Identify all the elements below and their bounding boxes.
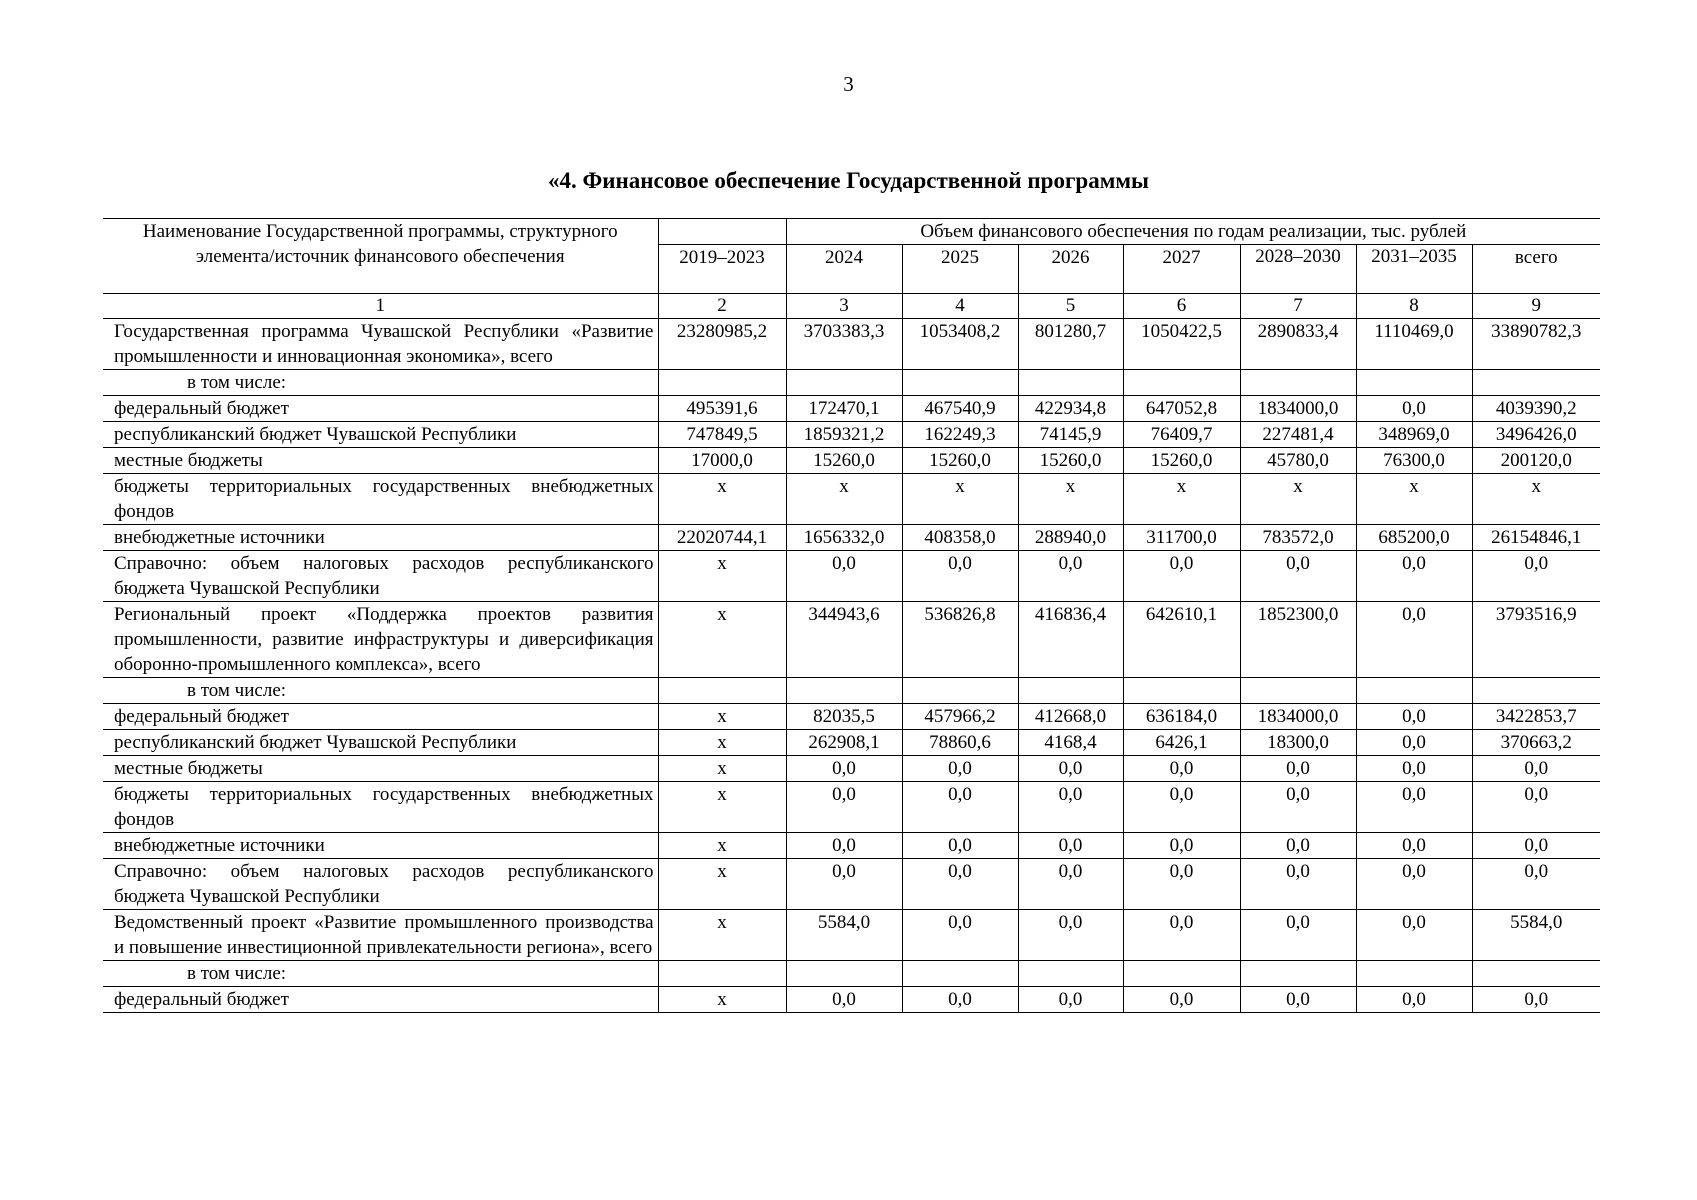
value-cell: 0,0 xyxy=(786,987,902,1013)
value-cell: 0,0 xyxy=(1472,833,1600,859)
table-row xyxy=(103,961,1600,987)
value-cell: 0,0 xyxy=(1356,396,1472,422)
value-cell xyxy=(1018,678,1123,704)
value-cell: 0,0 xyxy=(1240,756,1356,782)
value-cell: х xyxy=(658,756,786,782)
value-cell: х xyxy=(658,782,786,833)
value-cell: 0,0 xyxy=(1356,910,1472,961)
value-cell: 0,0 xyxy=(902,987,1018,1013)
value-cell: 3496426,0 xyxy=(1472,422,1600,448)
value-cell: 45780,0 xyxy=(1240,448,1356,474)
value-cell: 5584,0 xyxy=(1472,910,1600,961)
value-cell xyxy=(1123,370,1240,396)
value-cell: 0,0 xyxy=(1018,859,1123,910)
value-cell: 0,0 xyxy=(1356,833,1472,859)
value-cell: х xyxy=(786,474,902,525)
value-cell: 0,0 xyxy=(1123,987,1240,1013)
year-header: всего xyxy=(1472,245,1600,294)
year-header: 2025 xyxy=(902,245,1018,294)
value-cell: 82035,5 xyxy=(786,704,902,730)
value-cell: 370663,2 xyxy=(1472,730,1600,756)
document-title: «4. Финансовое обеспечение Государственной программы xyxy=(548,168,1149,193)
table-row xyxy=(103,448,1600,474)
row-name-cell: Государственная программа Чувашской Республики «Развитие промышленности и инновационная экономика», всего xyxy=(103,319,658,370)
value-cell: 0,0 xyxy=(1472,782,1600,833)
value-cell: 23280985,2 xyxy=(658,319,786,370)
value-cell: х xyxy=(658,833,786,859)
column-number: 6 xyxy=(1123,294,1240,319)
value-cell: 412668,0 xyxy=(1018,704,1123,730)
table-row xyxy=(103,551,1600,602)
value-cell xyxy=(658,961,786,987)
value-cell: 0,0 xyxy=(786,782,902,833)
value-cell: 0,0 xyxy=(1240,910,1356,961)
value-cell: 0,0 xyxy=(1018,987,1123,1013)
value-cell: 26154846,1 xyxy=(1472,525,1600,551)
value-cell: 33890782,3 xyxy=(1472,319,1600,370)
value-cell: 0,0 xyxy=(1356,602,1472,678)
value-cell: 0,0 xyxy=(1018,551,1123,602)
table-row xyxy=(103,782,1600,833)
value-cell: 0,0 xyxy=(1123,833,1240,859)
value-cell: 801280,7 xyxy=(1018,319,1123,370)
subsection-label: в том числе: xyxy=(103,678,658,704)
table-row xyxy=(103,474,1600,525)
value-cell xyxy=(1472,370,1600,396)
value-cell: х xyxy=(1472,474,1600,525)
row-name-cell: бюджеты территориальных государственных внебюджетных фондов xyxy=(103,474,658,525)
column-number: 4 xyxy=(902,294,1018,319)
value-cell: х xyxy=(658,910,786,961)
value-cell xyxy=(786,678,902,704)
value-cell: х xyxy=(658,551,786,602)
subsection-label: в том числе: xyxy=(103,370,658,396)
row-name-cell: Справочно: объем налоговых расходов республиканского бюджета Чувашской Республики xyxy=(103,551,658,602)
column-number-row xyxy=(103,294,1600,319)
value-cell: х xyxy=(658,987,786,1013)
value-cell: 22020744,1 xyxy=(658,525,786,551)
table-row xyxy=(103,422,1600,448)
value-cell: 747849,5 xyxy=(658,422,786,448)
year-header: 2028–2030 xyxy=(1240,245,1356,294)
value-cell: 0,0 xyxy=(1240,782,1356,833)
value-cell xyxy=(1240,370,1356,396)
value-cell: 2890833,4 xyxy=(1240,319,1356,370)
row-name-cell: Справочно: объем налоговых расходов республиканского бюджета Чувашской Республики xyxy=(103,859,658,910)
value-cell xyxy=(786,370,902,396)
value-cell: 6426,1 xyxy=(1123,730,1240,756)
value-cell: 1834000,0 xyxy=(1240,704,1356,730)
value-cell: 422934,8 xyxy=(1018,396,1123,422)
value-cell: 348969,0 xyxy=(1356,422,1472,448)
value-cell: 0,0 xyxy=(902,756,1018,782)
value-cell: 0,0 xyxy=(902,551,1018,602)
value-cell: 15260,0 xyxy=(902,448,1018,474)
value-cell: 0,0 xyxy=(1018,782,1123,833)
value-cell: 288940,0 xyxy=(1018,525,1123,551)
value-cell: 0,0 xyxy=(1240,859,1356,910)
column-number: 2 xyxy=(658,294,786,319)
value-cell: 1050422,5 xyxy=(1123,319,1240,370)
table-row xyxy=(103,525,1600,551)
value-cell xyxy=(1240,961,1356,987)
value-cell xyxy=(1018,961,1123,987)
value-cell: х xyxy=(658,704,786,730)
value-cell xyxy=(1356,961,1472,987)
year-header: 2031–2035 xyxy=(1356,245,1472,294)
value-cell: 0,0 xyxy=(1356,704,1472,730)
row-name-cell: внебюджетные источники xyxy=(103,833,658,859)
row-name-cell: федеральный бюджет xyxy=(103,987,658,1013)
value-cell: 457966,2 xyxy=(902,704,1018,730)
row-name-cell: местные бюджеты xyxy=(103,448,658,474)
value-cell: х xyxy=(1123,474,1240,525)
subsection-label: в том числе: xyxy=(103,961,658,987)
value-cell: х xyxy=(658,474,786,525)
value-cell: х xyxy=(1018,474,1123,525)
row-name-cell: Ведомственный проект «Развитие промышленного производства и повышение инвестиционной привлекательности региона», всего xyxy=(103,910,658,961)
value-cell: 0,0 xyxy=(1472,756,1600,782)
value-cell: 162249,3 xyxy=(902,422,1018,448)
value-cell: 0,0 xyxy=(1018,833,1123,859)
value-cell: 0,0 xyxy=(1018,910,1123,961)
value-cell: 78860,6 xyxy=(902,730,1018,756)
value-cell: 642610,1 xyxy=(1123,602,1240,678)
year-header: 2026 xyxy=(1018,245,1123,294)
value-cell: 1852300,0 xyxy=(1240,602,1356,678)
value-cell: 76300,0 xyxy=(1356,448,1472,474)
table-row xyxy=(103,704,1600,730)
value-cell: 0,0 xyxy=(1356,782,1472,833)
table-row xyxy=(103,370,1600,396)
table-row xyxy=(103,833,1600,859)
value-cell: х xyxy=(658,859,786,910)
value-cell xyxy=(1018,370,1123,396)
value-cell: 0,0 xyxy=(1240,833,1356,859)
value-cell: 18300,0 xyxy=(1240,730,1356,756)
value-cell xyxy=(658,678,786,704)
value-cell: х xyxy=(1240,474,1356,525)
value-cell: 0,0 xyxy=(786,551,902,602)
value-cell: 685200,0 xyxy=(1356,525,1472,551)
value-cell xyxy=(658,370,786,396)
value-cell: 15260,0 xyxy=(1123,448,1240,474)
value-cell: 0,0 xyxy=(786,756,902,782)
value-cell: 0,0 xyxy=(1356,730,1472,756)
value-cell: 4168,4 xyxy=(1018,730,1123,756)
value-cell: 0,0 xyxy=(1240,987,1356,1013)
value-cell: 0,0 xyxy=(1123,859,1240,910)
table-row xyxy=(103,730,1600,756)
value-cell: 0,0 xyxy=(1472,859,1600,910)
value-cell: 76409,7 xyxy=(1123,422,1240,448)
row-name-cell: федеральный бюджет xyxy=(103,704,658,730)
value-cell xyxy=(1240,678,1356,704)
value-cell: 311700,0 xyxy=(1123,525,1240,551)
value-cell xyxy=(1472,678,1600,704)
value-cell: 0,0 xyxy=(1123,756,1240,782)
value-cell: х xyxy=(658,730,786,756)
value-cell: 17000,0 xyxy=(658,448,786,474)
value-cell: 636184,0 xyxy=(1123,704,1240,730)
value-cell xyxy=(1356,370,1472,396)
value-cell: 0,0 xyxy=(1123,910,1240,961)
value-cell: 262908,1 xyxy=(786,730,902,756)
value-cell: 408358,0 xyxy=(902,525,1018,551)
value-cell: 1859321,2 xyxy=(786,422,902,448)
value-cell: 5584,0 xyxy=(786,910,902,961)
value-cell xyxy=(902,678,1018,704)
table-row xyxy=(103,910,1600,961)
value-cell: 3703383,3 xyxy=(786,319,902,370)
column-number: 3 xyxy=(786,294,902,319)
row-name-cell: республиканский бюджет Чувашской Республики xyxy=(103,422,658,448)
value-cell: 783572,0 xyxy=(1240,525,1356,551)
value-cell xyxy=(1123,961,1240,987)
value-cell xyxy=(902,370,1018,396)
row-name-cell: местные бюджеты xyxy=(103,756,658,782)
value-cell: 1834000,0 xyxy=(1240,396,1356,422)
table-row xyxy=(103,678,1600,704)
table-row xyxy=(103,987,1600,1013)
row-name-cell: республиканский бюджет Чувашской Республики xyxy=(103,730,658,756)
row-name-cell: бюджеты территориальных государственных внебюджетных фондов xyxy=(103,782,658,833)
table-row xyxy=(103,319,1600,370)
value-cell: 200120,0 xyxy=(1472,448,1600,474)
value-cell: 15260,0 xyxy=(786,448,902,474)
column-number: 9 xyxy=(1472,294,1600,319)
column-number: 5 xyxy=(1018,294,1123,319)
value-cell: 15260,0 xyxy=(1018,448,1123,474)
value-cell: 3793516,9 xyxy=(1472,602,1600,678)
value-cell: 74145,9 xyxy=(1018,422,1123,448)
value-cell xyxy=(1123,678,1240,704)
table-row xyxy=(103,602,1600,678)
value-cell: 344943,6 xyxy=(786,602,902,678)
table-row xyxy=(103,396,1600,422)
volume-column-header: Объем финансового обеспечения по годам реализации, тыс. рублей xyxy=(786,219,1600,245)
table-row xyxy=(103,859,1600,910)
value-cell: 0,0 xyxy=(1472,987,1600,1013)
value-cell: 0,0 xyxy=(1472,551,1600,602)
value-cell: 536826,8 xyxy=(902,602,1018,678)
value-cell: 3422853,7 xyxy=(1472,704,1600,730)
row-name-cell: внебюджетные источники xyxy=(103,525,658,551)
value-cell: х xyxy=(1356,474,1472,525)
value-cell: 4039390,2 xyxy=(1472,396,1600,422)
value-cell xyxy=(786,961,902,987)
value-cell: х xyxy=(658,602,786,678)
value-cell: х xyxy=(902,474,1018,525)
value-cell: 0,0 xyxy=(1123,551,1240,602)
value-cell: 1053408,2 xyxy=(902,319,1018,370)
value-cell: 0,0 xyxy=(1356,551,1472,602)
value-cell: 0,0 xyxy=(1123,782,1240,833)
year-header: 2019–2023 xyxy=(658,245,786,294)
value-cell: 0,0 xyxy=(786,833,902,859)
column-number: 1 xyxy=(103,294,658,319)
value-cell: 467540,9 xyxy=(902,396,1018,422)
value-cell: 1110469,0 xyxy=(1356,319,1472,370)
value-cell xyxy=(902,961,1018,987)
value-cell: 0,0 xyxy=(1356,756,1472,782)
row-name-cell: Региональный проект «Поддержка проектов развития промышленности, развитие инфраструктуры и диверсификация оборонно-промышленного комплекса», всего xyxy=(103,602,658,678)
table-body xyxy=(103,319,1600,1013)
value-cell: 172470,1 xyxy=(786,396,902,422)
value-cell: 1656332,0 xyxy=(786,525,902,551)
table-header xyxy=(103,219,1600,319)
blank-header-cell xyxy=(658,219,786,245)
value-cell: 0,0 xyxy=(1356,859,1472,910)
value-cell xyxy=(1356,678,1472,704)
value-cell: 416836,4 xyxy=(1018,602,1123,678)
value-cell: 495391,6 xyxy=(658,396,786,422)
column-number: 7 xyxy=(1240,294,1356,319)
financing-table xyxy=(103,218,1600,1013)
table-row xyxy=(103,756,1600,782)
value-cell: 647052,8 xyxy=(1123,396,1240,422)
year-header: 2024 xyxy=(786,245,902,294)
value-cell: 0,0 xyxy=(1356,987,1472,1013)
column-number: 8 xyxy=(1356,294,1472,319)
value-cell xyxy=(1472,961,1600,987)
value-cell: 0,0 xyxy=(1018,756,1123,782)
year-header: 2027 xyxy=(1123,245,1240,294)
value-cell: 0,0 xyxy=(902,859,1018,910)
value-cell: 0,0 xyxy=(902,782,1018,833)
value-cell: 0,0 xyxy=(902,833,1018,859)
value-cell: 0,0 xyxy=(786,859,902,910)
value-cell: 227481,4 xyxy=(1240,422,1356,448)
value-cell: 0,0 xyxy=(1240,551,1356,602)
row-name-cell: федеральный бюджет xyxy=(103,396,658,422)
value-cell: 0,0 xyxy=(902,910,1018,961)
name-column-header: Наименование Государственной программы, структурного элемента/источник финансового обеспечения xyxy=(103,219,658,294)
page-number: 3 xyxy=(843,72,854,96)
